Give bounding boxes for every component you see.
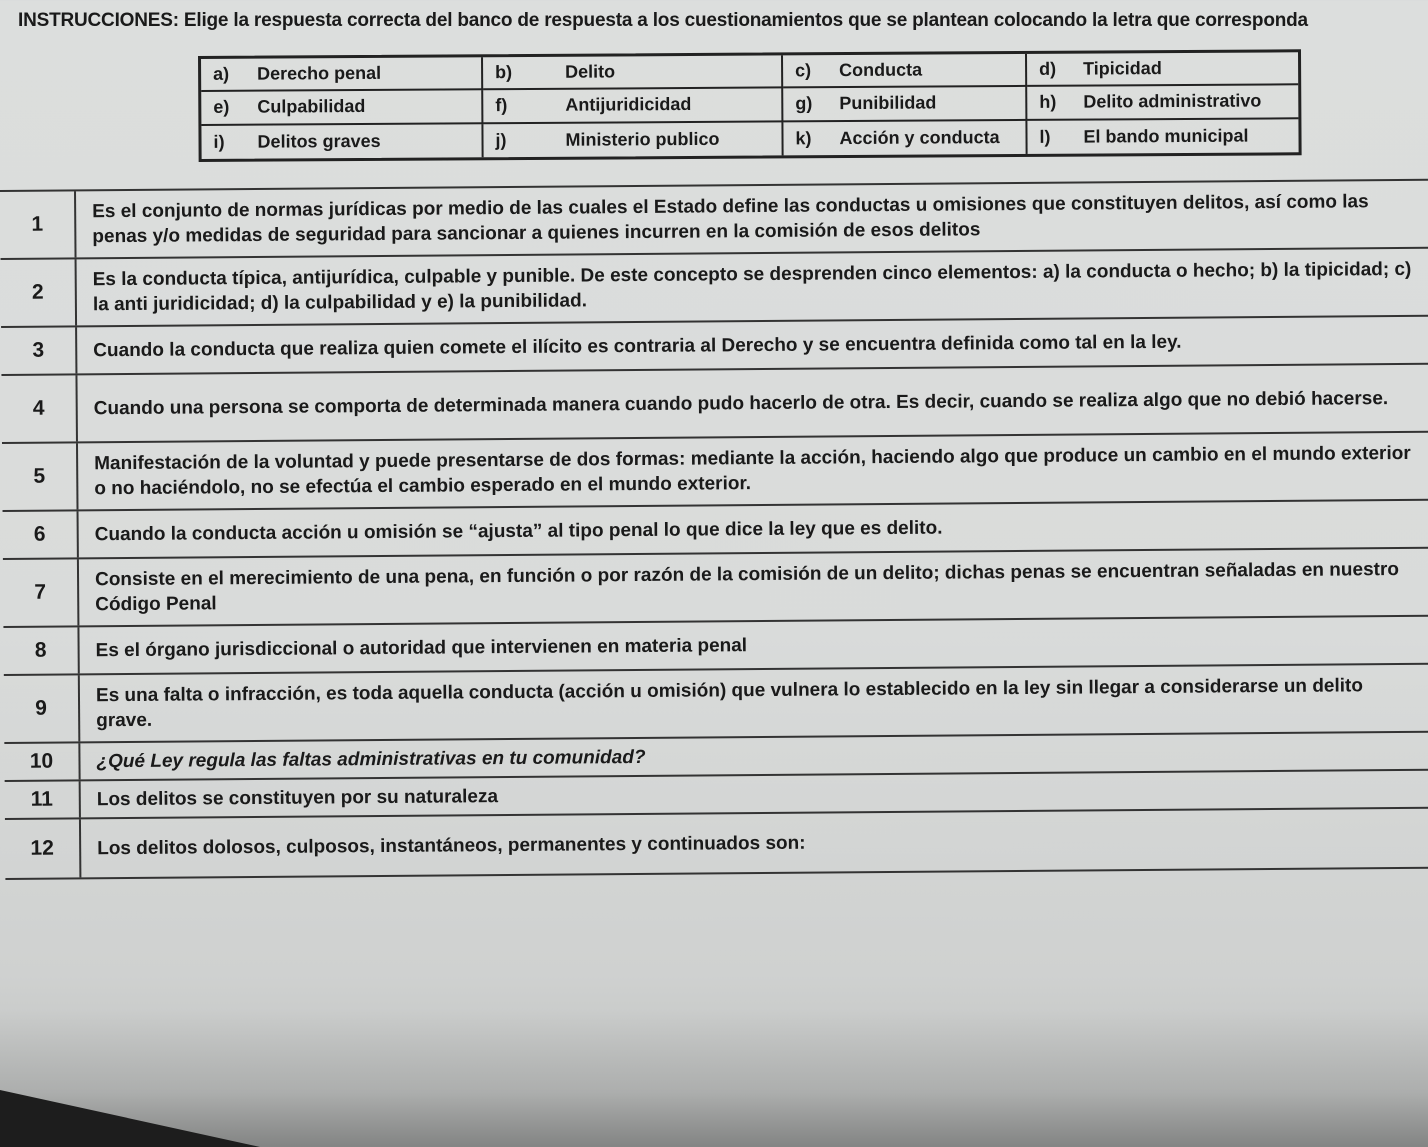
answer-option-a — [201, 57, 483, 92]
question-row-5 — [2, 433, 1428, 512]
option-text: Delito — [565, 61, 616, 82]
option-letter: b) — [495, 62, 513, 83]
question-text — [79, 501, 1428, 558]
question-text — [80, 665, 1428, 742]
answer-option-e — [201, 91, 483, 126]
question-text-content: Es el conjunto de normas jurídicas por medio de las cuales el Estado define las conductas u omisiones que constituyen delitos, así como las penas y/o medidas de seguridad para sancionar a quienes incurren en la comisión de esos delitos — [92, 191, 1369, 248]
question-text-content: Cuando una persona se comporta de determinada manera cuando pudo hacerlo de otra. Es decir, cuando se realiza algo que no debió hacerse. — [93, 387, 1389, 419]
question-number: 11 — [5, 781, 81, 818]
option-text: Culpabilidad — [257, 96, 366, 118]
option-letter: f) — [495, 95, 508, 116]
option-letter: j) — [495, 129, 507, 150]
answer-bank-table — [198, 49, 1302, 162]
question-number: 8 — [3, 627, 79, 674]
option-text: Antijuridicidad — [565, 94, 692, 116]
answer-option-f — [483, 89, 783, 124]
option-text: Acción y conducta — [839, 126, 1000, 148]
option-letter: a) — [213, 63, 230, 85]
option-letter: e) — [213, 97, 230, 118]
question-text — [77, 249, 1428, 326]
option-text: Ministerio publico — [565, 128, 720, 150]
question-number: 5 — [2, 443, 79, 510]
option-letter: h) — [1039, 92, 1057, 113]
question-text — [77, 365, 1428, 442]
option-letter: k) — [795, 128, 812, 149]
question-number: 7 — [3, 559, 80, 626]
question-row-9 — [4, 665, 1428, 744]
option-text: Derecho penal — [257, 63, 382, 84]
question-number: 10 — [4, 743, 80, 780]
option-letter: d) — [1039, 58, 1057, 80]
question-number: 3 — [1, 327, 77, 374]
option-text: Delito administrativo — [1083, 90, 1262, 113]
answer-option-h — [1027, 86, 1298, 121]
question-number: 9 — [4, 675, 81, 742]
question-text-content: Los delitos se constituyen por su naturaleza — [96, 785, 499, 810]
answer-option-c — [783, 54, 1027, 89]
option-text: Delitos graves — [257, 130, 381, 152]
question-row-4 — [1, 365, 1428, 444]
option-letter: c) — [795, 60, 812, 81]
answer-option-k — [783, 121, 1027, 156]
question-row-12 — [5, 809, 1428, 880]
background-corner — [0, 1090, 260, 1147]
question-number: 1 — [0, 191, 77, 258]
question-text-content: Es el órgano jurisdiccional o autoridad que intervienen en materia penal — [95, 634, 748, 661]
question-number: 12 — [5, 819, 81, 878]
question-text-content: Es una falta o infracción, es toda aquella conducta (acción u omisión) que vulnera lo establecido en la ley sin llegar a considerarse un delito grave. — [95, 675, 1364, 732]
question-text-content: Cuando la conducta que realiza quien comete el ilícito es contraria al Derecho y se encuentra definida como tal en la ley. — [93, 331, 1182, 361]
question-text — [81, 809, 1428, 878]
question-row-1 — [0, 181, 1428, 260]
option-text: Tipicidad — [1083, 58, 1162, 79]
option-letter: l) — [1039, 126, 1051, 147]
question-number: 6 — [3, 511, 79, 558]
question-text-content: ¿Qué Ley regula las faltas administrativas en tu comunidad? — [96, 746, 646, 772]
option-letter: g) — [795, 93, 813, 114]
question-text-content: Manifestación de la voluntad y puede presentarse de dos formas: mediante la acción, haciendo algo que produce un cambio en el mundo exterior o no haciéndolo, no se efectúa el cambio esperado en el mundo exterior. — [94, 442, 1411, 500]
answer-option-g — [783, 87, 1027, 122]
option-text: El bando municipal — [1083, 125, 1249, 147]
option-letter: i) — [213, 131, 225, 152]
question-text-content: Cuando la conducta acción u omisión se “ajusta” al tipo penal lo que dice la ley que es delito. — [94, 517, 943, 545]
question-number: 2 — [1, 259, 78, 326]
instructions-heading: INSTRUCCIONES: Elige la respuesta correcta del banco de respuesta a los cuestionamientos que se plantean colocando la letra que corresponda — [18, 10, 1308, 31]
questions-table — [0, 179, 1428, 880]
question-text — [76, 181, 1428, 258]
answer-option-i — [201, 124, 483, 159]
option-text: Punibilidad — [839, 92, 937, 114]
question-row-7 — [3, 549, 1428, 628]
option-text: Conducta — [839, 59, 923, 81]
question-text-content: Es la conducta típica, antijurídica, culpable y punible. De este concepto se desprenden cinco elementos: a) la conducta o hecho; b) la tipicidad; c) la anti juridicidad; d) la culpabilidad y e) la punibilidad. — [92, 258, 1412, 316]
answer-option-b — [483, 55, 783, 90]
answer-option-j — [483, 122, 783, 157]
question-text — [78, 433, 1428, 510]
answer-option-l — [1027, 119, 1298, 154]
question-number: 4 — [1, 375, 78, 442]
question-text-content: Consiste en el merecimiento de una pena, en función o por razón de la comisión de un delito; dichas penas se encuentran señaladas en nuestro Código Penal — [94, 559, 1400, 616]
question-text — [77, 317, 1428, 374]
answer-option-d — [1027, 52, 1298, 87]
question-row-2 — [1, 249, 1428, 328]
question-text — [79, 617, 1428, 674]
question-text-content: Los delitos dolosos, culposos, instantáneos, permanentes y continuados son: — [97, 832, 806, 859]
question-text — [79, 549, 1428, 626]
